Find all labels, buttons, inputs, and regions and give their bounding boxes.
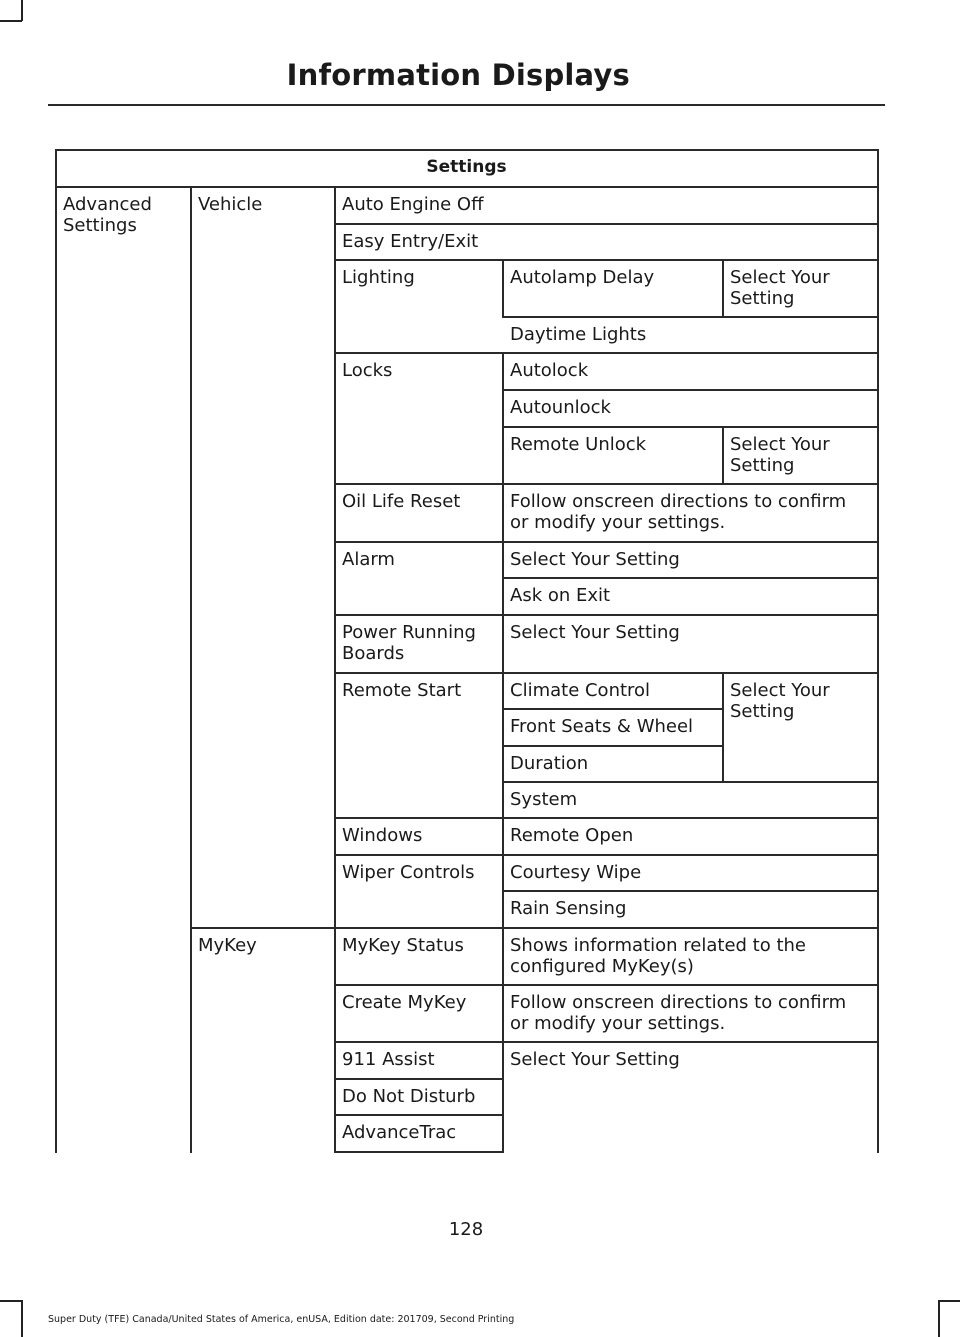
cell-climate-control: Climate Control [510, 680, 651, 701]
cell-front-seats-wheel: Front Seats & Wheel [510, 716, 694, 737]
crop-mark [21, 0, 23, 21]
cell-rain-sensing: Rain Sensing [510, 898, 627, 919]
cell-windows: Windows [342, 825, 423, 846]
crop-mark [938, 1300, 940, 1337]
cell-power-running-boards: Power Running Boards [342, 622, 476, 664]
cell-ask-on-exit: Ask on Exit [510, 585, 611, 606]
cell-oil-life-value: Follow onscreen directions to confirm or modify your settings. [510, 491, 847, 533]
cell-create-mykey-value: Follow onscreen directions to confirm or modify your settings. [510, 992, 847, 1034]
cell-remote-start-value: Select Your Setting [730, 680, 830, 722]
cell-alarm-value: Select Your Setting [510, 549, 680, 570]
cell-remote-unlock-value: Select Your Setting [730, 434, 830, 476]
cell-duration: Duration [510, 753, 589, 774]
cell-easy-entry-exit: Easy Entry/Exit [342, 231, 479, 252]
crop-mark [21, 1300, 23, 1337]
cell-remote-open: Remote Open [510, 825, 634, 846]
cell-power-running-boards-value: Select Your Setting [510, 622, 680, 643]
cell-mykey-group-value: Select Your Setting [510, 1049, 680, 1070]
cell-advancetrac: AdvanceTrac [342, 1122, 457, 1143]
cell-autolamp-delay: Autolamp Delay [510, 267, 655, 288]
page-title: Information Displays [286, 58, 630, 92]
cell-mykey: MyKey [198, 935, 257, 956]
cell-courtesy-wipe: Courtesy Wipe [510, 862, 642, 883]
cell-wiper-controls: Wiper Controls [342, 862, 475, 883]
cell-alarm: Alarm [342, 549, 395, 570]
cell-mykey-status: MyKey Status [342, 935, 464, 956]
cell-autounlock: Autounlock [510, 397, 611, 418]
cell-autolock: Autolock [510, 360, 589, 381]
cell-do-not-disturb: Do Not Disturb [342, 1086, 476, 1107]
cell-lighting: Lighting [342, 267, 415, 288]
cell-locks: Locks [342, 360, 393, 381]
cell-oil-life-reset: Oil Life Reset [342, 491, 461, 512]
header-divider [48, 104, 885, 106]
crop-mark [0, 1300, 22, 1302]
cell-advanced-settings: Advanced Settings [63, 194, 152, 236]
cell-create-mykey: Create MyKey [342, 992, 467, 1013]
cell-auto-engine-off: Auto Engine Off [342, 194, 484, 215]
cell-911-assist: 911 Assist [342, 1049, 435, 1070]
footer-edition: Super Duty (TFE) Canada/United States of America, enUSA, Edition date: 201709, Second Printing [48, 1314, 515, 1325]
cell-mykey-status-value: Shows information related to the configured MyKey(s) [510, 935, 806, 977]
cell-daytime-lights: Daytime Lights [510, 324, 647, 345]
row-divider [334, 1151, 503, 1153]
column-divider [190, 186, 192, 1153]
page-number: 128 [448, 1219, 484, 1240]
cell-vehicle: Vehicle [198, 194, 263, 215]
table-border [55, 149, 57, 1153]
table-title: Settings [426, 157, 507, 177]
cell-system: System [510, 789, 578, 810]
cell-remote-start: Remote Start [342, 680, 462, 701]
crop-mark [0, 20, 22, 22]
cell-autolamp-value: Select Your Setting [730, 267, 830, 309]
crop-mark [938, 1300, 960, 1302]
cell-remote-unlock: Remote Unlock [510, 434, 647, 455]
